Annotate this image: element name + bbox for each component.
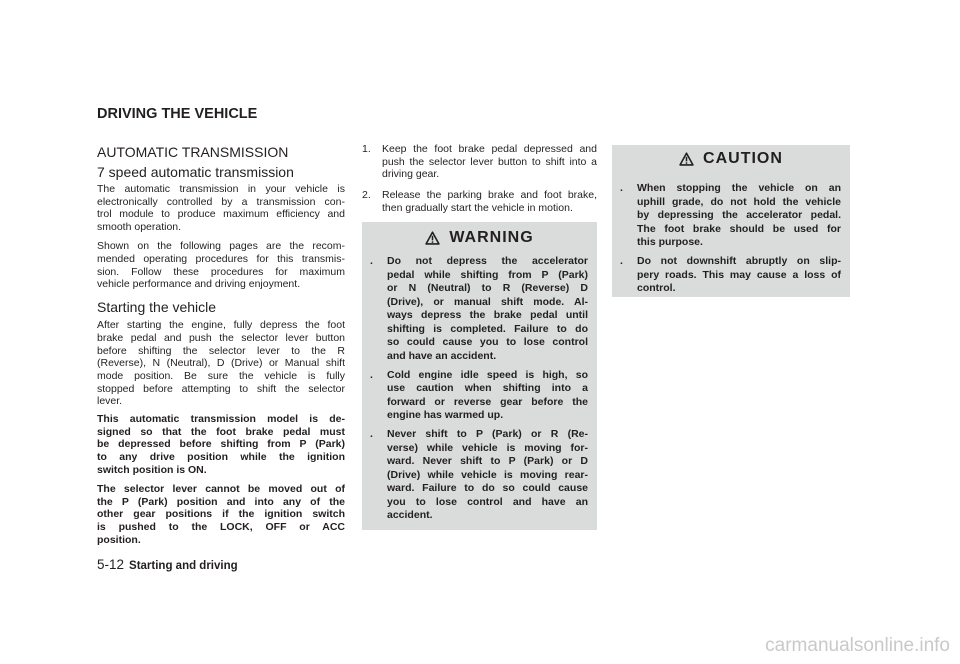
text-line: brake pedal and push the selector lever button: [97, 331, 345, 344]
warning-item: [370, 255, 588, 363]
text-line: trol module to produce maximum efficiency and: [97, 208, 345, 221]
page-footer: [97, 556, 238, 574]
text-line: electronically controlled by a transmission con-: [97, 195, 345, 208]
text-line: to any drive position while the ignition: [97, 451, 345, 464]
step-text: [382, 143, 597, 181]
text-line: The selector lever cannot be moved out of: [97, 483, 345, 496]
warning-item-marker: .: [370, 428, 373, 440]
text-line: and have an accident.: [387, 349, 497, 362]
text-line: After starting the engine, fully depress the foot: [97, 319, 345, 332]
text-line: pedal while shifting from P (Park): [387, 268, 588, 281]
text-line: Shown on the following pages are the recom-: [97, 240, 345, 253]
text-line: accident.: [387, 509, 433, 521]
caution-item: [620, 255, 841, 296]
text-line: control.: [637, 282, 676, 294]
chapter-name: Starting and driving: [129, 560, 238, 572]
numbered-steps: [362, 143, 597, 215]
text-line: by depressing the accelerator pedal.: [637, 209, 841, 221]
chapter-header: DRIVING THE VEHICLE: [97, 106, 258, 122]
text-line: When stopping the vehicle on an: [637, 182, 841, 194]
text-line: sion. Follow these procedures for maximum: [97, 265, 345, 278]
warning-item-text: [387, 369, 588, 423]
warning-list: [362, 255, 597, 523]
caution-box: [612, 145, 850, 297]
text-line: smooth operation.: [97, 221, 182, 234]
text-line: signed so that the foot brake pedal must: [97, 425, 345, 438]
text-line: or N (Neutral) to R (Reverse) D: [387, 282, 588, 294]
warning-item-marker: .: [370, 368, 373, 381]
caution-item-text: [637, 255, 841, 296]
text-line: Never shift to P (Park) or R (Re-: [387, 428, 588, 440]
warning-title-row: [362, 229, 597, 247]
text-line: driving gear.: [382, 168, 440, 181]
text-line: the P (Park) position and into any of the: [97, 495, 345, 508]
section-subtitle: 7 speed automatic transmission: [97, 164, 294, 180]
text-line: use caution when shifting into a: [387, 382, 588, 394]
text-line: This automatic transmission model is de-: [97, 413, 345, 426]
text-line: Cold engine idle speed is high, so: [387, 368, 588, 381]
intro-paragraph: [97, 183, 345, 234]
step-text: [382, 189, 597, 214]
step: [362, 189, 597, 214]
caution-item-text: [637, 182, 841, 250]
text-line: Release the parking brake and foot brake,: [382, 189, 597, 202]
body-paragraph: [97, 319, 345, 408]
section-title: AUTOMATIC TRANSMISSION: [97, 144, 289, 160]
text-line: mended operating procedures for this transmis-: [97, 253, 345, 266]
text-line: before shifting the selector lever to the R: [97, 344, 345, 357]
caution-list: [612, 182, 850, 296]
caution-item-marker: .: [620, 182, 623, 194]
warning-icon: [425, 231, 440, 245]
text-line: stopped before attempting to shift the selector: [97, 382, 345, 395]
text-line: is pushed to the LOCK, OFF or ACC: [97, 521, 345, 534]
left-column: [97, 144, 345, 547]
text-line: so could cause you to lose control: [387, 336, 588, 348]
text-line: position.: [97, 533, 141, 546]
note-paragraph: [97, 413, 345, 477]
text-line: this purpose.: [637, 236, 703, 248]
warning-item: [370, 428, 588, 523]
caution-item: [620, 182, 841, 250]
caution-item-marker: .: [620, 255, 623, 267]
text-line: then gradually start the vehicle in motion.: [382, 201, 573, 214]
text-line: Do not depress the accelerator: [387, 255, 588, 267]
text-line: The foot brake should be used for: [637, 222, 841, 235]
step: [362, 143, 597, 181]
note-paragraph: [97, 483, 345, 547]
text-line: Keep the foot brake pedal depressed and: [382, 143, 597, 155]
warning-item-marker: .: [370, 255, 373, 267]
warning-item-text: [387, 255, 588, 363]
text-line: switch position is ON.: [97, 463, 207, 476]
text-line: shifting is completed. Failure to do: [387, 322, 588, 335]
text-line: other gear positions if the ignition switch: [97, 508, 345, 521]
page-number: 5-12: [97, 557, 125, 572]
text-line: verse) while vehicle is moving for-: [387, 441, 588, 454]
caution-title: CAUTION: [703, 150, 783, 167]
step-marker: 1.: [362, 143, 371, 155]
subsection-heading: Starting the vehicle: [97, 299, 217, 316]
text-line: Do not downshift abruptly on slip-: [637, 255, 841, 267]
text-line: be depressed before shifting from P (Park): [97, 438, 345, 451]
text-line: push the selector lever button to shift into a: [382, 155, 597, 168]
warning-item: [370, 369, 588, 423]
warning-item-text: [387, 428, 588, 523]
text-line: (Drive), or manual shift mode. Al-: [387, 295, 588, 308]
text-line: (Drive) while vehicle is moving rear-: [387, 468, 588, 481]
warning-title: WARNING: [449, 229, 534, 246]
text-line: ward. Failure to do so could cause: [387, 482, 588, 494]
intro-paragraph: [97, 240, 345, 291]
warning-box: [362, 222, 597, 530]
text-line: you to lose control and have an: [387, 495, 588, 508]
text-line: ward. Never shift to P (Park) or D: [387, 455, 588, 467]
text-line: vehicle performance and driving enjoyment.: [97, 278, 301, 291]
text-line: ways depress the brake pedal until: [387, 309, 588, 321]
caution-icon: [679, 152, 694, 166]
text-line: (Reverse), N (Neutral), D (Drive) or Manual shift: [97, 357, 345, 370]
text-line: forward or reverse gear before the: [387, 395, 588, 408]
text-line: The automatic transmission in your vehicle is: [97, 183, 345, 195]
text-line: mode position. Be sure the vehicle is fully: [97, 369, 345, 382]
watermark-text: carmanualsonline.info: [765, 635, 950, 656]
step-marker: 2.: [362, 189, 371, 202]
text-line: engine has warmed up.: [387, 409, 504, 421]
text-line: uphill grade, do not hold the vehicle: [637, 195, 841, 208]
caution-title-row: [612, 150, 850, 168]
text-line: pery roads. This may cause a loss of: [637, 268, 841, 281]
text-line: lever.: [97, 395, 123, 408]
